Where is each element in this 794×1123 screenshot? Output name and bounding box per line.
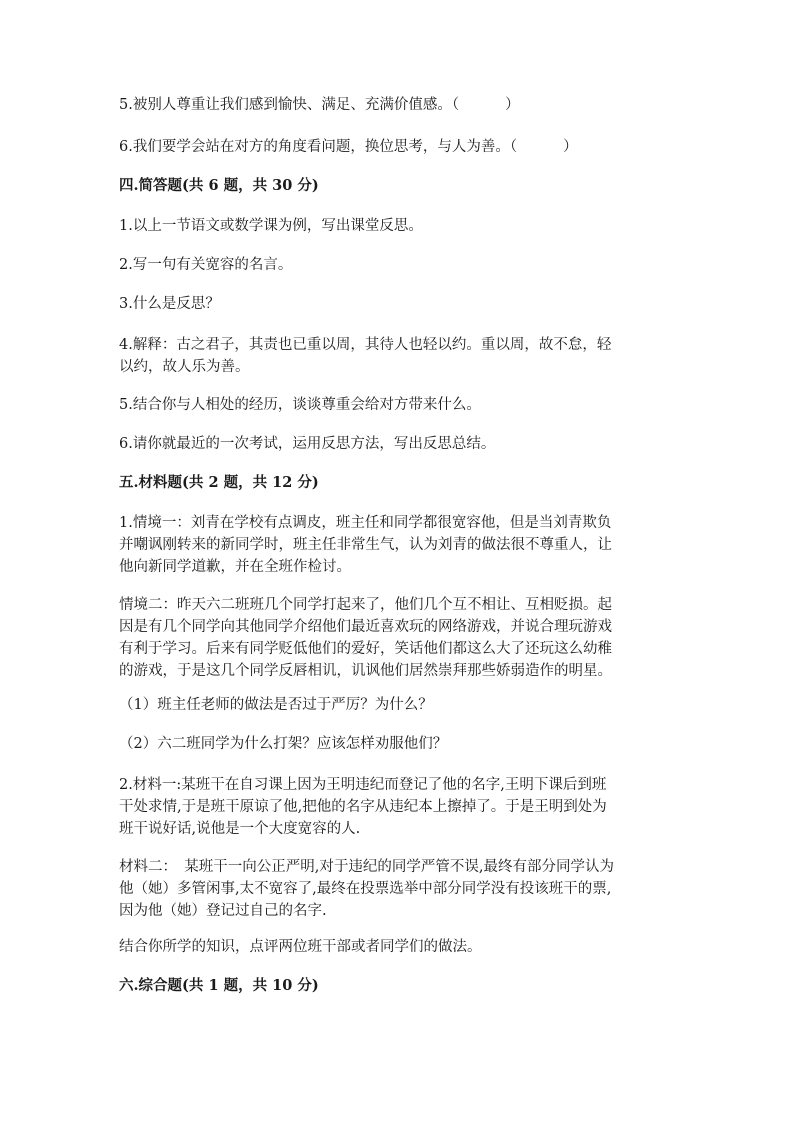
short-answer-q1: 1.以上一节语文或数学课为例，写出课堂反思。 xyxy=(119,218,423,234)
material-1-question-2: （2）六二班同学为什么打架？应该怎样劝服他们？ xyxy=(119,736,448,752)
paragraph-line: 2.材料一:某班干在自习课上因为王明违纪而登记了他的名字,王明下课后到班 xyxy=(119,777,607,793)
section-5-title: 五.材料题(共 2 题，共 12 分) xyxy=(119,474,319,491)
paragraph-line: 情境二：昨天六二班班几个同学打起来了，他们几个互不相让、互相贬损。起 xyxy=(119,597,612,613)
short-answer-q2: 2.写一句有关宽容的名言。 xyxy=(119,257,293,273)
short-answer-q5: 5.结合你与人相处的经历，谈谈尊重会给对方带来什么。 xyxy=(119,397,481,413)
material-1-situation-1 xyxy=(119,512,612,578)
material-2-part-2 xyxy=(119,856,614,922)
judgement-item-5-close: ） xyxy=(505,97,520,113)
section-6-title: 六.综合题(共 1 题，共 10 分) xyxy=(119,977,319,994)
material-1-question-1: （1）班主任老师的做法是否过于严厉？为什么？ xyxy=(119,697,433,713)
section-4-title: 四.简答题(共 6 题，共 30 分) xyxy=(119,177,319,194)
judgement-item-6 xyxy=(119,136,578,158)
material-2-question: 结合你所学的知识，点评两位班干部或者同学们的做法。 xyxy=(119,939,482,955)
material-2-part-1 xyxy=(119,774,607,840)
paragraph-line: 干处求情,于是班干原谅了他,把他的名字从违纪本上擦掉了。于是王明到处为 xyxy=(119,799,607,815)
short-answer-q4-line: 4.解释：古之君子，其责也已重以周，其待人也轻以约。重以周，故不怠，轻 xyxy=(119,337,612,353)
paragraph-line: 并嘲讽刚转来的新同学时，班主任非常生气，认为刘青的做法很不尊重人，让 xyxy=(119,537,612,553)
judgement-item-6-close: ） xyxy=(563,139,578,155)
paragraph-line: 班干说好话,说他是一个大度宽容的人. xyxy=(119,821,361,837)
short-answer-q3: 3.什么是反思？ xyxy=(119,296,220,312)
judgement-item-5 xyxy=(119,94,520,116)
judgement-item-5-text: 5.被别人尊重让我们感到愉快、满足、充满价值感。（ xyxy=(119,97,460,113)
paragraph-line: 因是有几个同学向其他同学介绍他们最近喜欢玩的网络游戏，并说合理玩游戏 xyxy=(119,619,612,635)
short-answer-q4-line: 以约，故人乐为善。 xyxy=(119,359,250,375)
paragraph-line: 有利于学习。后来有同学贬低他们的爱好，笑话他们都这么大了还玩这么幼稚 xyxy=(119,641,612,657)
material-1-situation-2 xyxy=(119,594,612,682)
paragraph-line: 的游戏，于是这几个同学反唇相讥，讥讽他们居然崇拜那些娇弱造作的明星。 xyxy=(119,663,612,679)
paragraph-line: 他向新同学道歉，并在全班作检讨。 xyxy=(119,559,351,575)
paragraph-line: 因为他（她）登记过自己的名字. xyxy=(119,903,327,919)
paragraph-line: 材料二： 某班干一向公正严明,对于违纪的同学严管不误,最终有部分同学认为 xyxy=(119,859,614,875)
short-answer-q4 xyxy=(119,334,611,378)
short-answer-q6: 6.请你就最近的一次考试，运用反思方法，写出反思总结。 xyxy=(119,436,496,452)
paragraph-line: 1.情境一：刘青在学校有点调皮，班主任和同学都很宽容他，但是当刘青欺负 xyxy=(119,515,612,531)
judgement-item-6-text: 6.我们要学会站在对方的角度看问题，换位思考，与人为善。（ xyxy=(119,139,518,155)
paragraph-line: 他（她）多管闲事,太不宽容了,最终在投票选举中部分同学没有投该班干的票, xyxy=(119,881,612,897)
